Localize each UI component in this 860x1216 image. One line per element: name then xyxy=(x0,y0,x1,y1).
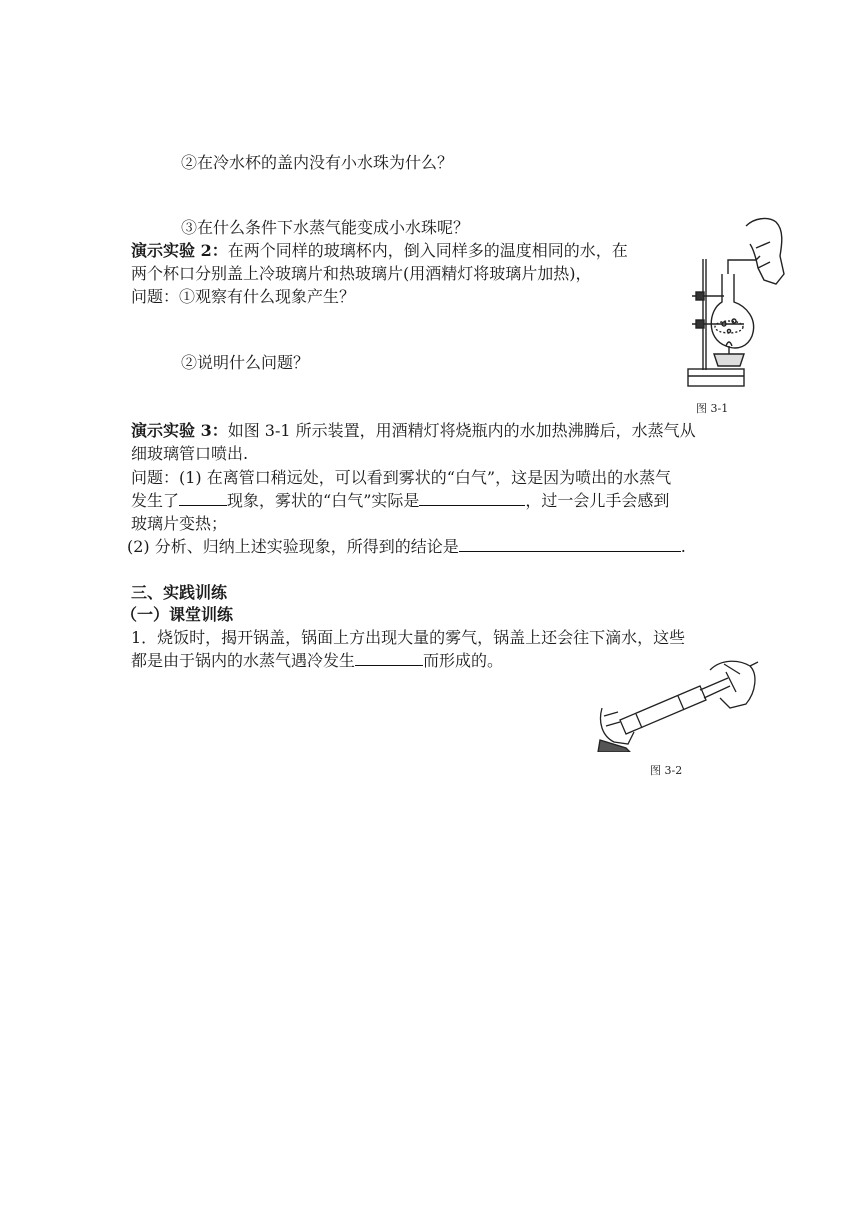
demo3-q1b-pre: 发生了 xyxy=(131,491,180,510)
item1-line2-post: 而形成的。 xyxy=(423,651,504,670)
demo2-line1 xyxy=(131,240,628,262)
flask-apparatus-figure xyxy=(684,214,790,392)
demo3-question1b xyxy=(131,490,669,512)
demo3-question2 xyxy=(127,536,686,558)
answer-blank-2[interactable] xyxy=(419,491,525,506)
subsection-1-heading: （一）课堂训练 xyxy=(121,605,234,624)
demo2-question1: 问题：①观察有什么现象产生？ xyxy=(131,287,356,306)
section-3-heading: 三、实践训练 xyxy=(131,583,228,602)
item1-line2 xyxy=(131,650,503,672)
demo3-title: 演示实验 3： xyxy=(131,421,228,440)
figure-3-1-caption: 图 3-1 xyxy=(696,402,729,415)
demo3-question1c: 玻璃片变热； xyxy=(131,514,228,533)
demo2-text1: 在两个同样的玻璃杯内，倒入同样多的温度相同的水，在 xyxy=(227,241,628,260)
question-2: ②在冷水杯的盖内没有小水珠为什么？ xyxy=(181,153,454,172)
answer-blank-4[interactable] xyxy=(355,651,423,666)
demo2-text2: 两个杯口分别盖上冷玻璃片和热玻璃片(用酒精灯将玻璃片加热)， xyxy=(131,264,592,283)
demo3-text2: 细玻璃管口喷出. xyxy=(131,444,249,463)
item1-line2-pre: 都是由于锅内的水蒸气遇冷发生 xyxy=(131,651,356,670)
demo2-question2: ②说明什么问题？ xyxy=(181,353,310,372)
item1-line1: 1．烧饭时，揭开锅盖，锅面上方出现大量的雾气，锅盖上还会往下滴水，这些 xyxy=(131,628,686,647)
syringe-hands-figure xyxy=(590,652,760,752)
demo2-title: 演示实验 2： xyxy=(131,241,228,260)
figure-3-2-caption: 图 3-2 xyxy=(650,764,683,777)
demo3-line1 xyxy=(131,420,696,442)
demo3-q1b-post: ，过一会儿手会感到 xyxy=(525,491,670,510)
demo3-q1b-mid: 现象，雾状的“白气”实际是 xyxy=(227,491,420,510)
demo3-question1a: 问题：(1) 在离管口稍远处，可以看到雾状的“白气”，这是因为喷出的水蒸气 xyxy=(131,468,672,487)
answer-blank-1[interactable] xyxy=(179,491,227,506)
question-3: ③在什么条件下水蒸气能变成小水珠呢？ xyxy=(181,218,470,237)
demo3-text1: 如图 3-1 所示装置，用酒精灯将烧瓶内的水加热沸腾后，水蒸气从 xyxy=(227,421,696,440)
answer-blank-3[interactable] xyxy=(459,537,681,552)
demo3-q2-pre: (2) 分析、归纳上述实验现象，所得到的结论是 xyxy=(127,537,459,556)
demo3-q2-post: . xyxy=(680,537,686,556)
